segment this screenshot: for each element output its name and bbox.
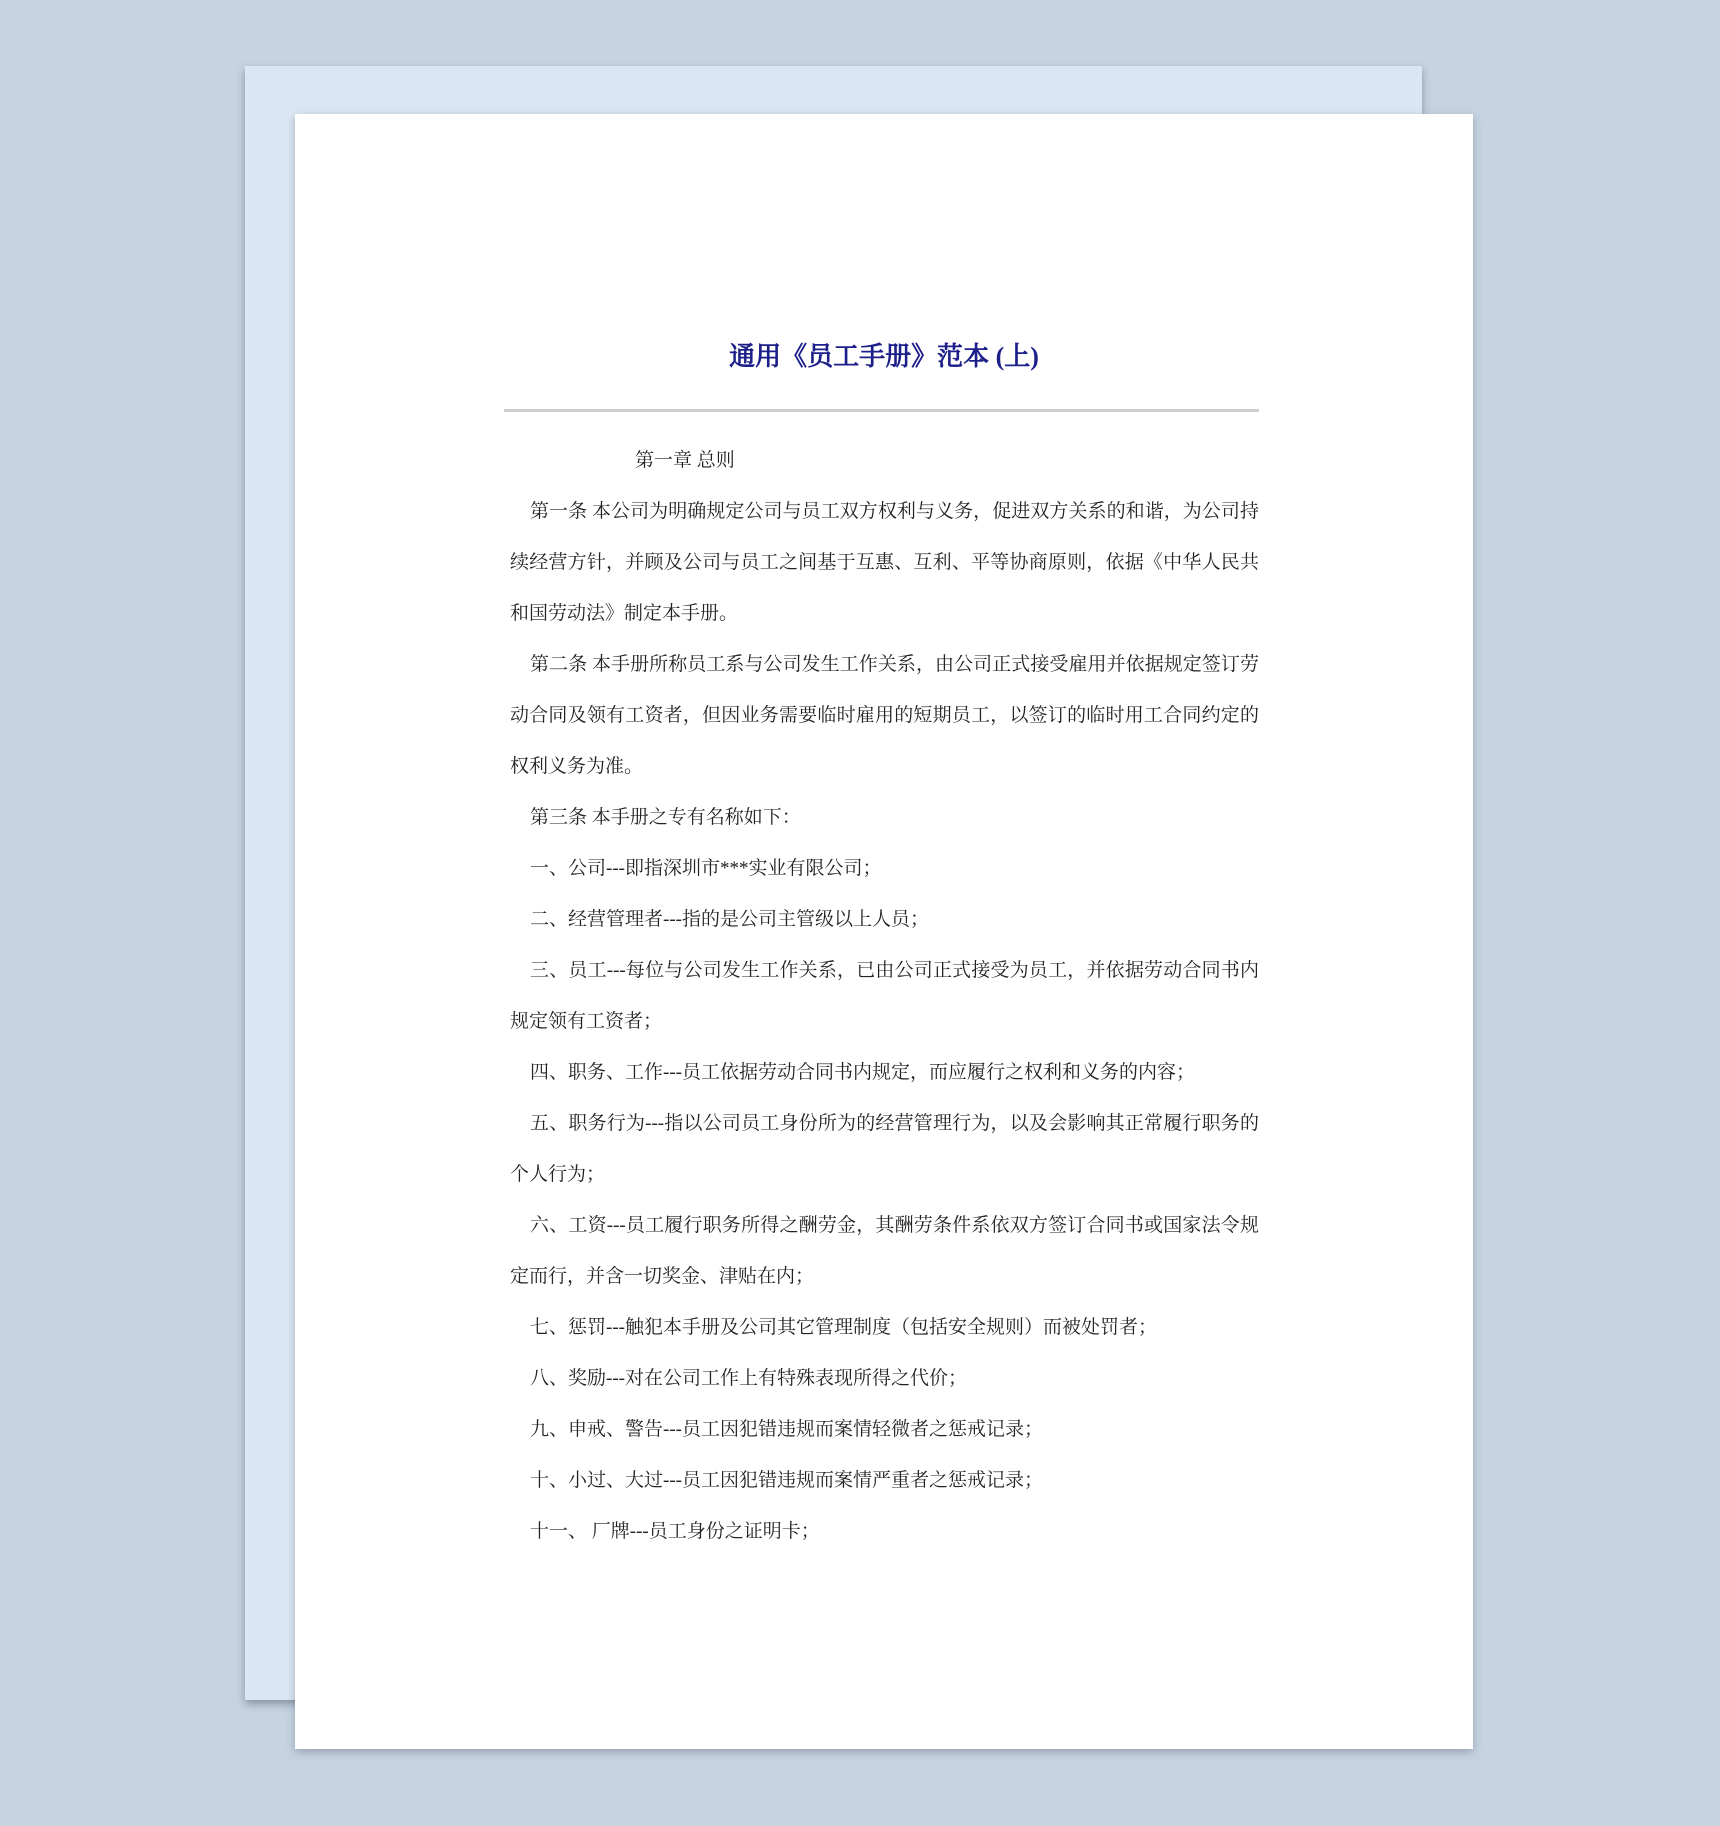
body-text-line: 四、职务、工作---员工依据劳动合同书内规定，而应履行之权利和义务的内容； <box>530 1062 1195 1083</box>
body-text-line: 一、公司---即指深圳市***实业有限公司； <box>530 858 882 879</box>
body-text-line: 第一条 本公司为明确规定公司与员工双方权利与义务，促进双方关系的和谐，为公司持 <box>530 501 1259 522</box>
body-text-line: 第二条 本手册所称员工系与公司发生工作关系，由公司正式接受雇用并依据规定签订劳 <box>530 654 1259 675</box>
body-text-line: 和国劳动法》制定本手册。 <box>510 603 739 624</box>
body-text-line: 七、惩罚---触犯本手册及公司其它管理制度（包括安全规则）而被处罚者； <box>530 1317 1157 1338</box>
body-text-line: 动合同及领有工资者，但因业务需要临时雇用的短期员工，以签订的临时用工合同约定的 <box>510 705 1259 726</box>
body-text-line: 第三条 本手册之专有名称如下： <box>530 807 801 828</box>
body-text-line: 八、奖励---对在公司工作上有特殊表现所得之代价； <box>530 1368 967 1389</box>
body-text-line: 五、职务行为---指以公司员工身份所为的经营管理行为，以及会影响其正常履行职务的 <box>530 1113 1259 1134</box>
body-text-line: 规定领有工资者； <box>510 1011 663 1032</box>
chapter-heading: 第一章 总则 <box>635 450 735 471</box>
body-text-line: 十、小过、大过---员工因犯错违规而案情严重者之惩戒记录； <box>530 1470 1043 1491</box>
body-text-line: 定而行，并含一切奖金、津贴在内； <box>510 1266 815 1287</box>
body-text-line: 十一、 厂牌---员工身份之证明卡； <box>530 1521 820 1542</box>
body-text-line: 二、经营管理者---指的是公司主管级以上人员； <box>530 909 929 930</box>
body-text-line: 六、工资---员工履行职务所得之酬劳金，其酬劳条件系依双方签订合同书或国家法令规 <box>530 1215 1259 1236</box>
body-text-line: 权利义务为准。 <box>510 756 644 777</box>
body-text-line: 续经营方针，并顾及公司与员工之间基于互惠、互利、平等协商原则，依据《中华人民共 <box>510 552 1259 573</box>
document-title: 通用《员工手册》范本 (上) <box>729 342 1039 371</box>
body-text-line: 九、申戒、警告---员工因犯错违规而案情轻微者之惩戒记录； <box>530 1419 1043 1440</box>
body-text-line: 三、员工---每位与公司发生工作关系，已由公司正式接受为员工，并依据劳动合同书内 <box>530 960 1259 981</box>
body-text-line: 个人行为； <box>510 1164 606 1185</box>
title-divider <box>504 409 1259 412</box>
